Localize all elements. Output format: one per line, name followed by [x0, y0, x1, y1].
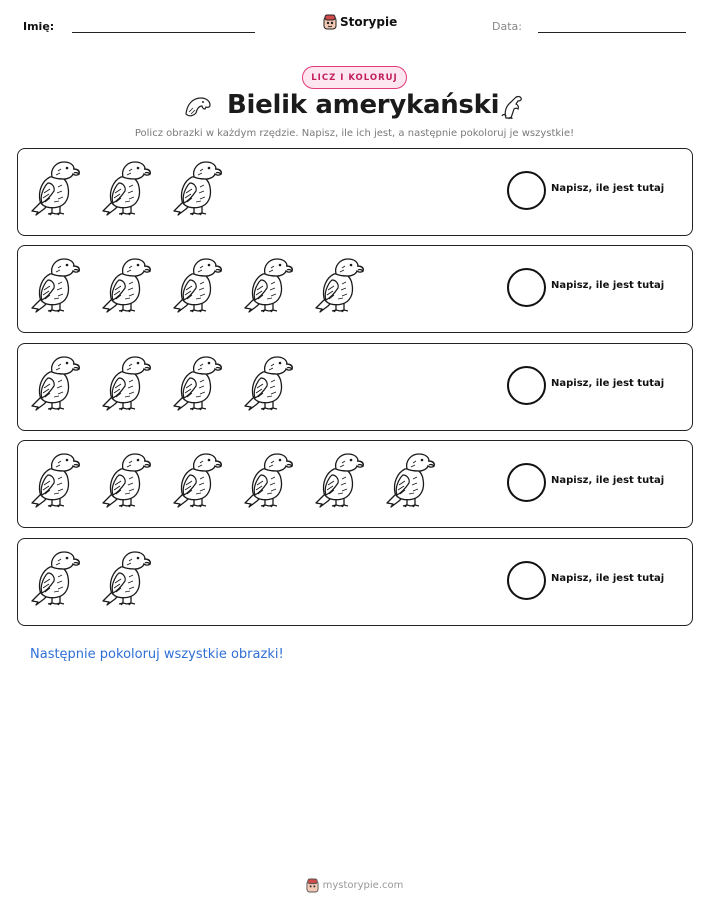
- worksheet-header: [0, 0, 709, 50]
- eagle-icon: [241, 254, 298, 314]
- coloring-note: Następnie pokoloruj wszystkie obrazki!: [30, 647, 284, 662]
- name-label: Imię:: [23, 20, 55, 33]
- eagle-icon: [28, 254, 85, 314]
- eagle-icon: [99, 547, 156, 607]
- eagle-group: [28, 157, 241, 217]
- eagle-icon: [28, 157, 85, 217]
- answer-label: Napisz, ile jest tutaj: [551, 280, 665, 291]
- answer-label: Napisz, ile jest tutaj: [551, 378, 665, 389]
- eagle-icon: [99, 157, 156, 217]
- date-line: [538, 32, 686, 33]
- claw-icon: [498, 92, 526, 122]
- eagle-icon: [383, 449, 440, 509]
- name-line: [72, 32, 255, 33]
- counting-row: [17, 343, 693, 431]
- eagle-icon: [170, 254, 227, 314]
- answer-circle[interactable]: [507, 268, 546, 307]
- eagle-icon: [99, 449, 156, 509]
- eagle-icon: [241, 449, 298, 509]
- eagle-icon: [170, 449, 227, 509]
- eagle-icon: [99, 254, 156, 314]
- eagle-group: [28, 352, 312, 412]
- counting-row: [17, 538, 693, 626]
- page-title: Bielik amerykański: [227, 90, 500, 120]
- counting-row: [17, 440, 693, 528]
- eagle-icon: [99, 352, 156, 412]
- answer-label: Napisz, ile jest tutaj: [551, 573, 665, 584]
- eagle-group: [28, 547, 170, 607]
- answer-circle[interactable]: [507, 366, 546, 405]
- instructions: Policz obrazki w każdym rzędzie. Napisz, ile ich jest, a następnie pokoloruj je wszystkie!: [134, 128, 575, 139]
- answer-circle[interactable]: [507, 561, 546, 600]
- eagle-icon: [241, 352, 298, 412]
- storypie-logo-icon: [323, 14, 337, 30]
- footer-url: mystorypie.com: [322, 880, 404, 891]
- eagle-icon: [170, 352, 227, 412]
- eagle-icon: [312, 449, 369, 509]
- brand-name: Storypie: [340, 15, 398, 29]
- title-row: [0, 90, 709, 128]
- eagle-icon: [28, 449, 85, 509]
- brand-logo: [323, 14, 397, 30]
- answer-label: Napisz, ile jest tutaj: [551, 475, 665, 486]
- eagle-head-icon: [183, 94, 213, 120]
- eagle-icon: [312, 254, 369, 314]
- eagle-icon: [170, 157, 227, 217]
- page-footer: [0, 878, 709, 893]
- storypie-logo-icon: [306, 878, 319, 893]
- eagle-group: [28, 449, 454, 509]
- counting-row: [17, 245, 693, 333]
- answer-circle[interactable]: [507, 171, 546, 210]
- eagle-icon: [28, 352, 85, 412]
- answer-circle[interactable]: [507, 463, 546, 502]
- answer-label: Napisz, ile jest tutaj: [551, 183, 665, 194]
- eagle-group: [28, 254, 383, 314]
- eagle-icon: [28, 547, 85, 607]
- date-label: Data:: [492, 20, 522, 33]
- counting-row: [17, 148, 693, 236]
- activity-badge: LICZ I KOLORUJ: [302, 66, 407, 89]
